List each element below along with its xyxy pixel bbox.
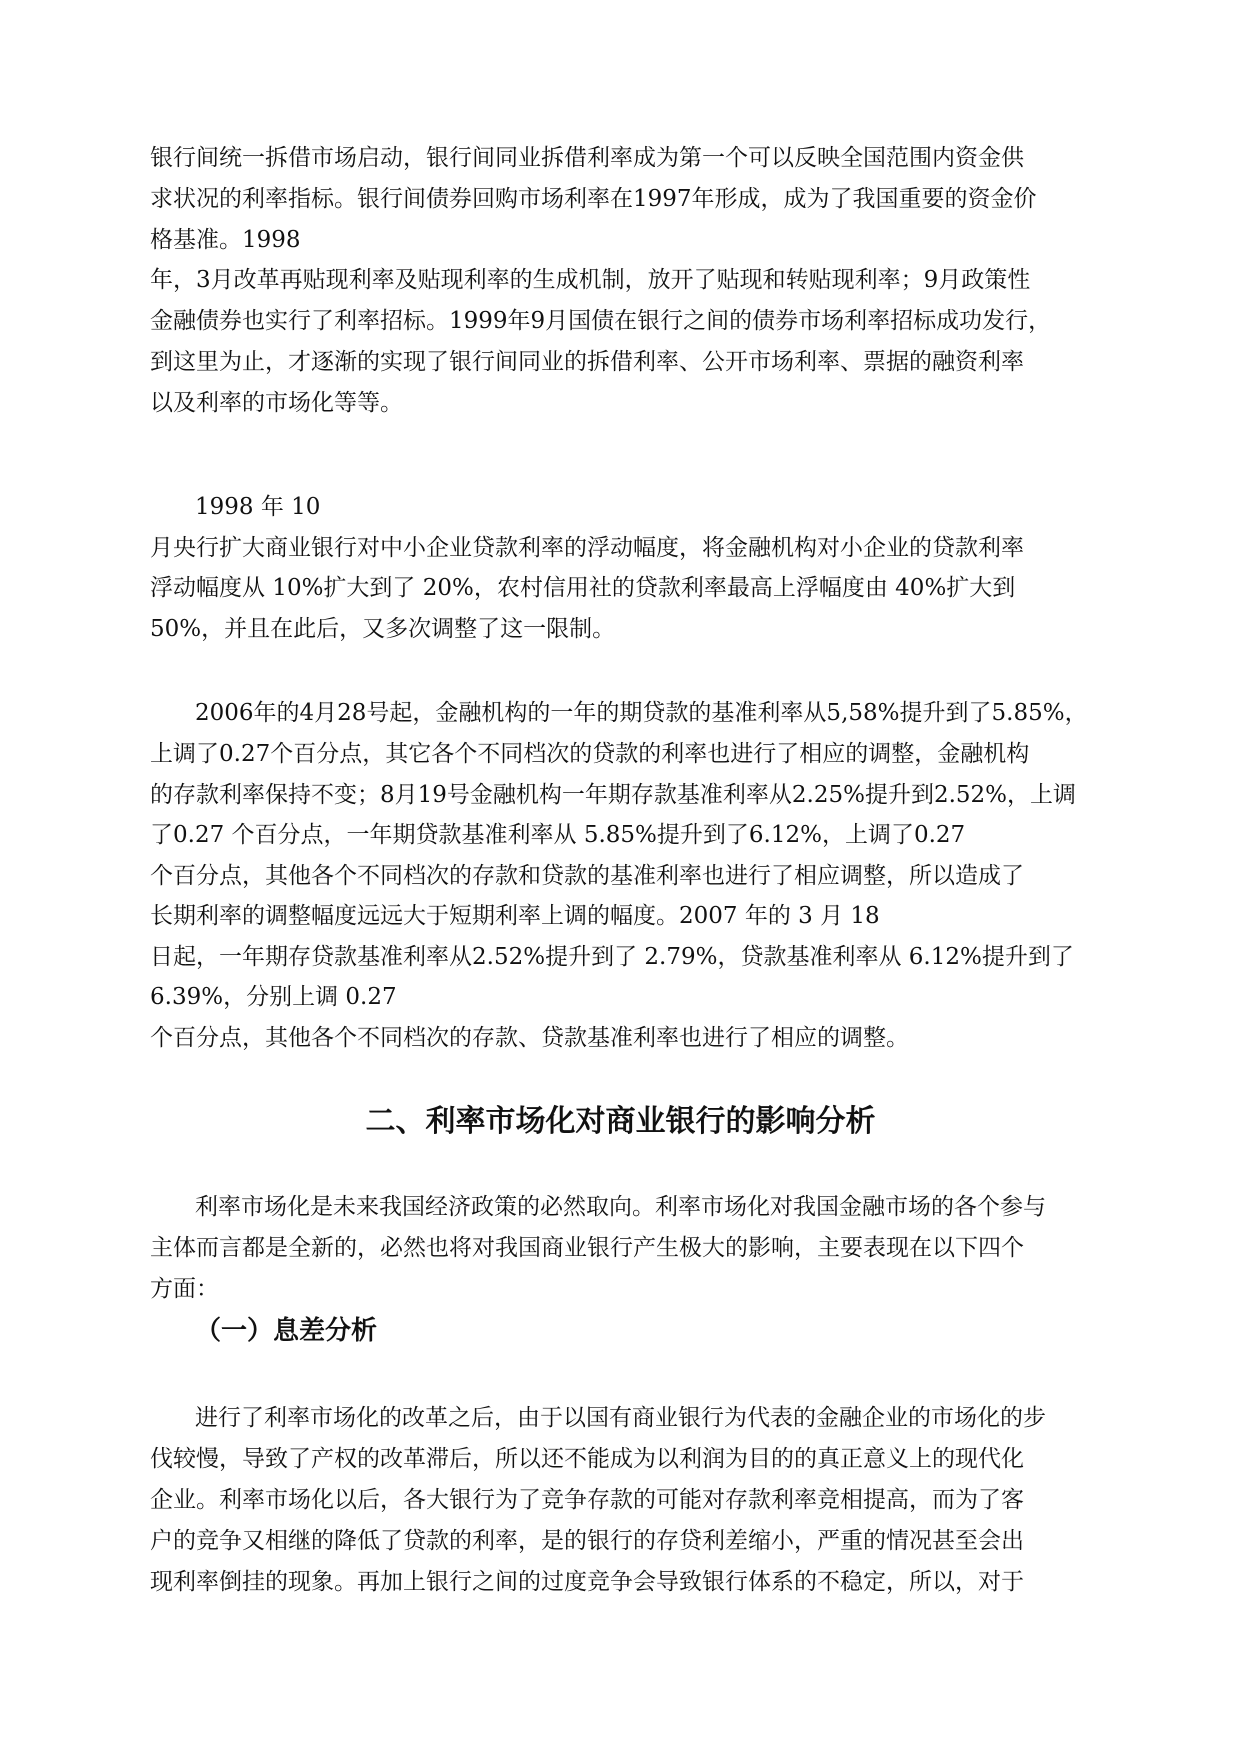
- paragraph5-line: 现利率倒挂的现象。再加上银行之间的过度竞争会导致银行体系的不稳定，所以，对于: [150, 1569, 1024, 1595]
- paragraph2-line: 浮动幅度从 10%扩大到了 20%，农村信用社的贷款利率最高上浮幅度由 40%扩大到: [150, 575, 1016, 601]
- paragraph5-line: 户的竞争又相继的降低了贷款的利率，是的银行的存贷利差缩小，严重的情况甚至会出: [150, 1528, 1024, 1554]
- paragraph1-line: 到这里为止，才逐渐的实现了银行间同业的拆借利率、公开市场利率、票据的融资利率: [150, 349, 1024, 375]
- paragraph3-line: 个百分点，其他各个不同档次的存款、贷款基准利率也进行了相应的调整。: [150, 1025, 909, 1051]
- paragraph3-line: 2006年的4月28号起，金融机构的一年的期贷款的基准利率从5,58%提升到了5.85%，: [195, 700, 1088, 726]
- paragraph4-line: 方面：: [150, 1276, 219, 1302]
- paragraph3-line: 6.39%，分别上调 0.27: [150, 984, 397, 1010]
- paragraph3-line: 了0.27 个百分点，一年期贷款基准利率从 5.85%提升到了6.12%，上调了0.27: [150, 822, 966, 848]
- paragraph1-line: 求状况的利率指标。银行间债券回购市场利率在1997年形成，成为了我国重要的资金价: [150, 186, 1037, 212]
- paragraph4-line: 利率市场化是未来我国经济政策的必然取向。利率市场化对我国金融市场的各个参与: [195, 1194, 1046, 1220]
- paragraph3-line: 日起，一年期存贷款基准利率从2.52%提升到了 2.79%，贷款基准利率从 6.12%提升到了: [150, 944, 1074, 970]
- paragraph2-line: 1998 年 10: [195, 494, 321, 520]
- paragraph5-line: 伐较慢，导致了产权的改革滞后，所以还不能成为以利润为目的的真正意义上的现代化: [150, 1446, 1024, 1472]
- paragraph1-line: 以及利率的市场化等等。: [150, 390, 403, 416]
- paragraph2-line: 月央行扩大商业银行对中小企业贷款利率的浮动幅度，将金融机构对小企业的贷款利率: [150, 535, 1024, 561]
- paragraph3-line: 长期利率的调整幅度远远大于短期利率上调的幅度。2007 年的 3 月 18: [150, 903, 880, 929]
- paragraph3-line: 上调了0.27个百分点，其它各个不同档次的贷款的利率也进行了相应的调整，金融机构: [150, 741, 1030, 767]
- paragraph1-line: 金融债券也实行了利率招标。1999年9月国债在银行之间的债券市场利率招标成功发行，: [150, 308, 1052, 334]
- section-heading: 二、利率市场化对商业银行的影响分析: [365, 1104, 876, 1139]
- paragraph3-line: 个百分点，其他各个不同档次的存款和贷款的基准利率也进行了相应调整，所以造成了: [150, 863, 1024, 889]
- subsection-heading: （一）息差分析: [195, 1316, 378, 1346]
- paragraph2-line: 50%，并且在此后，又多次调整了这一限制。: [150, 616, 616, 642]
- paragraph5-line: 企业。利率市场化以后，各大银行为了竞争存款的可能对存款利率竞相提高，而为了客: [150, 1487, 1024, 1513]
- paragraph1-line: 年，3月改革再贴现利率及贴现利率的生成机制，放开了贴现和转贴现利率；9月政策性: [150, 267, 1031, 293]
- paragraph3-line: 的存款利率保持不变；8月19号金融机构一年期存款基准利率从2.25%提升到2.52%，上调: [150, 782, 1077, 808]
- paragraph4-line: 主体而言都是全新的，必然也将对我国商业银行产生极大的影响，主要表现在以下四个: [150, 1235, 1024, 1261]
- paragraph1-line: 银行间统一拆借市场启动，银行间同业拆借利率成为第一个可以反映全国范围内资金供: [150, 145, 1024, 171]
- paragraph1-line: 格基准。1998: [150, 227, 301, 253]
- paragraph5-line: 进行了利率市场化的改革之后，由于以国有商业银行为代表的金融企业的市场化的步: [195, 1405, 1046, 1431]
